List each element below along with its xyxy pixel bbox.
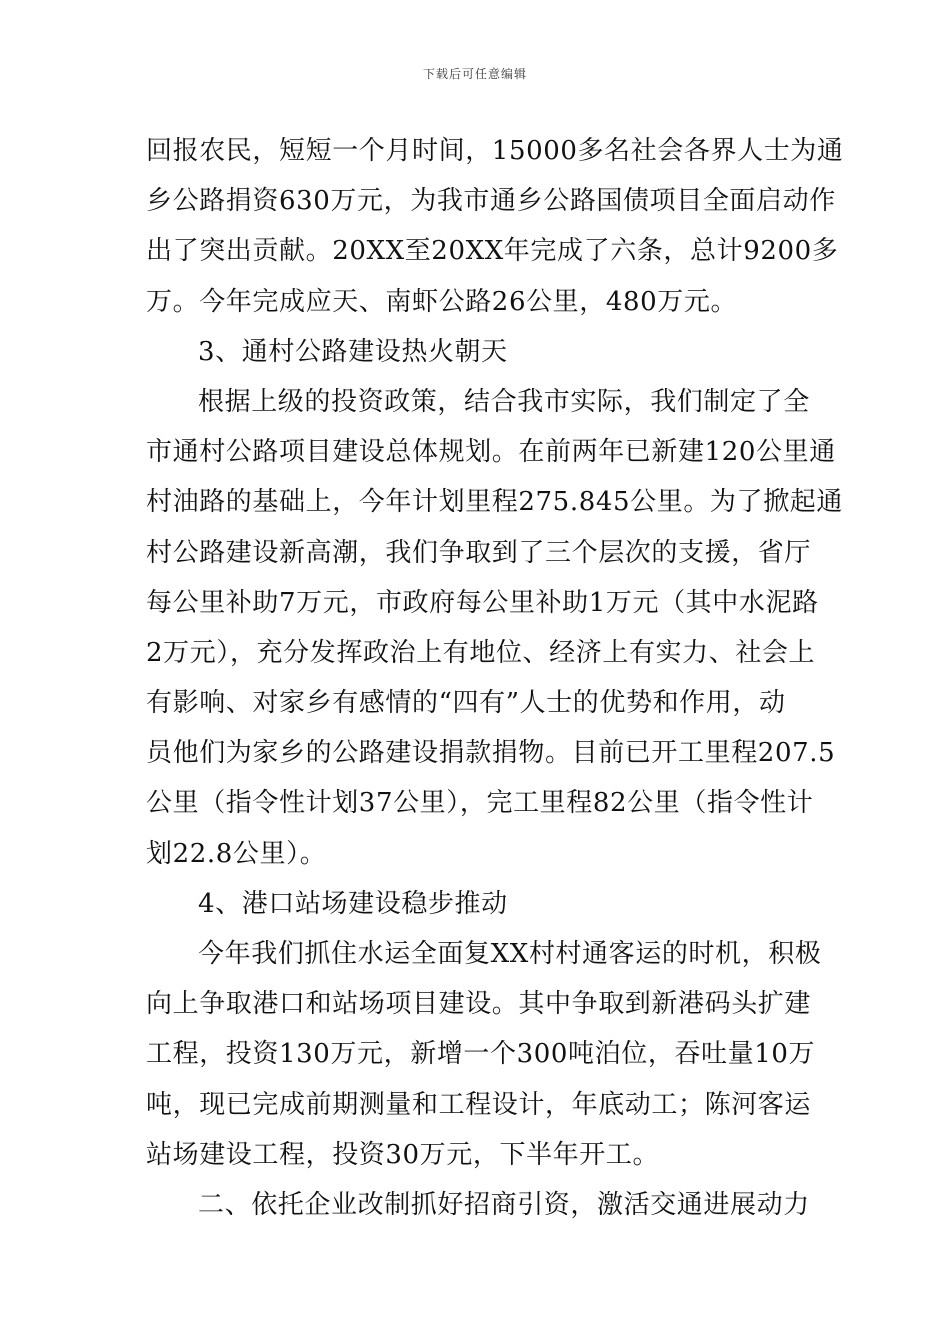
page-header: 下载后可任意编辑 [422, 67, 527, 81]
text-line: 吨，现已完成前期测量和工程设计，年底动工；陈河客运 [146, 1089, 812, 1120]
text-line: 村公路建设新高潮，我们争取到了三个层次的支援，省厅 [146, 537, 812, 568]
text-line: 站场建设工程，投资30万元，下半年开工。 [146, 1139, 660, 1170]
text-line: 今年我们抓住水运全面复XX村村通客运的时机，积极 [198, 939, 822, 969]
text-line: 向上争取港口和站场项目建设。其中争取到新港码头扩建 [146, 989, 812, 1020]
text-line: 有影响、对家乡有感情的“四有”人士的优势和作用，动 [146, 688, 786, 719]
text-line: 划22.8公里）。 [146, 838, 327, 869]
text-line: 万。今年完成应天、南虾公路26公里，480万元。 [146, 286, 738, 317]
section-heading: 4、港口站场建设稳步推动 [198, 888, 508, 919]
text-line: 回报农民，短短一个月时间，15000多名社会各界人士为通 [146, 136, 844, 166]
text-line: 村油路的基础上，今年计划里程275.845公里。为了掀起通 [146, 487, 843, 518]
text-line: 根据上级的投资政策，结合我市实际，我们制定了全 [198, 386, 810, 417]
text-line: 市通村公路项目建设总体规划。在前两年已新建120公里通 [146, 437, 836, 468]
section-heading: 3、通村公路建设热火朝天 [198, 336, 508, 367]
text-line: 公里（指令性计划37公里），完工里程82公里（指令性计 [146, 788, 814, 819]
text-line: 每公里补助7万元，市政府每公里补助1万元（其中水泥路 [146, 587, 819, 618]
text-line: 乡公路捐资630万元，为我市通乡公路国债项目全面启动作 [146, 186, 836, 217]
text-line: 出了突出贡献。20XX至20XX年完成了六条，总计9200多 [146, 236, 839, 267]
text-line: 员他们为家乡的公路建设捐款捐物。目前已开工里程207.5 [146, 738, 836, 769]
text-line: 2万元），充分发挥政治上有地位、经济上有实力、社会上 [146, 637, 816, 668]
section-heading: 二、依托企业改制抓好招商引资，激活交通进展动力 [198, 1189, 810, 1220]
document-body [146, 126, 844, 1230]
text-line: 工程，投资130万元，新增一个300吨泊位，吞吐量10万 [146, 1039, 816, 1070]
